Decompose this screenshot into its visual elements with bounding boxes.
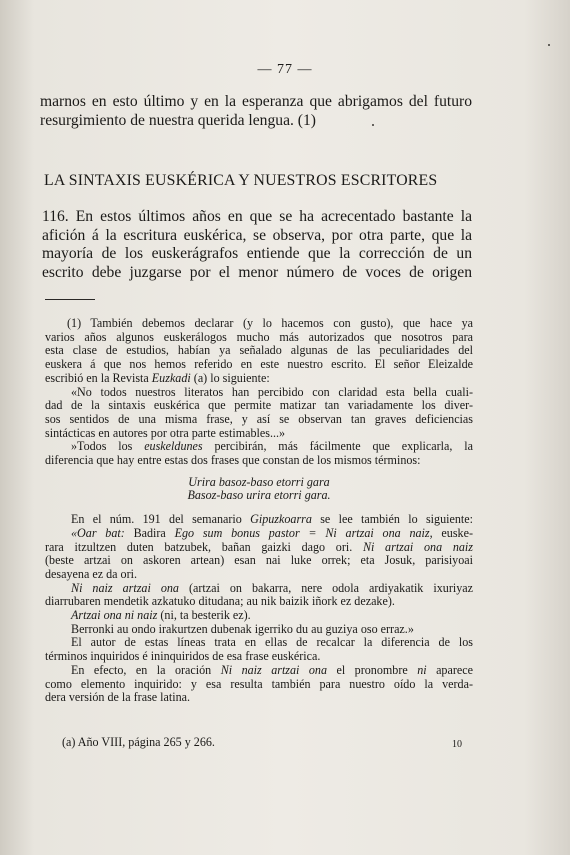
print-speck xyxy=(548,44,550,46)
footnote-line: desayena ez da ori. xyxy=(45,566,137,581)
footnote-line: rara itzultzen duten batzubek, bañan gaizki dago ori. Ni artzai ona naiz xyxy=(45,539,473,554)
footnote xyxy=(45,317,473,705)
footnote-line: «No todos nuestros literatos han percibido con claridad esta bella cuali- xyxy=(71,384,473,399)
text-line: escrito debe juzgarse por el menor número de voces de origen xyxy=(42,263,472,281)
footnote-line: euskera á que nos hemos referido en este nuestro escrito. El señor Eleizalde xyxy=(45,357,473,372)
footnote-line: Berronki au ondo irakurtzen dubenak igerriko du au guziya oso erraz.» xyxy=(71,621,414,636)
footnote-line: «Oar bat: Badira Ego sum bonus pastor = Ni artzai ona naiz, euske- xyxy=(71,525,473,540)
footnote-line: En efecto, en la oración Ni naiz artzai ona el pronombre ni aparece xyxy=(71,662,473,677)
footnote-line: esta clase de estudios, habían ya señalado algunas de las peculiaridades del xyxy=(45,343,473,358)
signature-mark: 10 xyxy=(452,739,462,750)
footnote-line: escribió en la Revista Euzkadi (a) lo siguiente: xyxy=(45,370,270,385)
footnote-line: El autor de estas líneas trata en ellas de recalcar la diferencia de los xyxy=(71,635,473,650)
footnote-line: como elemento inquirido: y esa resulta también para nuestro oído la verda- xyxy=(45,676,473,691)
footnote-line: Artzai ona ni naiz (ni, ta besterik ez). xyxy=(71,608,251,623)
section-title: LA SINTAXIS EUSKÉRICA Y NUESTROS ESCRITORES xyxy=(44,172,438,189)
footnote-line: (1) También debemos declarar (y lo hacemos con gusto), que hace ya xyxy=(67,316,473,330)
footnote-source-note: (a) Año VIII, página 265 y 266. xyxy=(62,735,215,749)
footnote-line: »Todos los euskeldunes percibirán, más fácilmente que explicarla, la xyxy=(71,439,473,454)
footnote-line: sos sentidos de una misma frase, y así se observan tan graves deficiencias xyxy=(45,411,473,426)
footnote-line: (beste artzai on askoren artean) esan nai luke orrek; eta Josuk, parisiyoai xyxy=(45,553,473,568)
text-line: 116. En estos últimos años en que se ha acrecentado bastante la xyxy=(42,208,472,225)
footnote-line: Ni naiz artzai ona (artzai on bakarra, nere odola ardiyakatik ixuriyaz xyxy=(71,580,473,595)
footnote-line: diferencia que hay entre estas dos frases que constan de los mismos términos: xyxy=(45,453,421,468)
footnote-line: En el núm. 191 del semanario Gipuzkoarra se lee también lo siguiente: xyxy=(71,512,473,527)
paragraph-116 xyxy=(42,208,472,282)
footnote-line: sintácticas en autores por otra parte estimables...» xyxy=(45,425,286,440)
footnote-line: dera versión de la frase latina. xyxy=(45,690,191,705)
footnote-divider xyxy=(45,299,95,300)
text-line: mayoría de los euskerágrafos entiende que la corrección de un xyxy=(42,245,472,262)
example-sentence: Basoz-baso urira etorri gara. xyxy=(187,488,331,503)
text-line: afición á la escritura euskérica, se observa, por otra parte, que la xyxy=(42,226,472,244)
text-line: marnos en esto último y en la esperanza que abrigamos del futuro xyxy=(40,93,472,110)
print-speck xyxy=(372,124,374,126)
intro-paragraph xyxy=(40,93,472,130)
footnote-line: diarrubaren mendetik azkatuko ditudana; au nik baizik iñork ez dezake). xyxy=(45,594,395,609)
footnote-line: varios años algunos euskerálogos mucho más autorizados que nosotros para xyxy=(45,329,473,344)
page-number: — 77 — xyxy=(257,62,313,77)
example-sentence: Urira basoz-baso etorri gara xyxy=(188,474,330,489)
footnote-line: dad de la sintaxis euskérica que permite matizar tan variadamente los diver- xyxy=(45,398,473,413)
text-line: resurgimiento de nuestra querida lengua. (1) xyxy=(40,111,316,129)
footnote-line: términos inquiridos é ininquiridos de esa frase euskérica. xyxy=(45,649,321,664)
